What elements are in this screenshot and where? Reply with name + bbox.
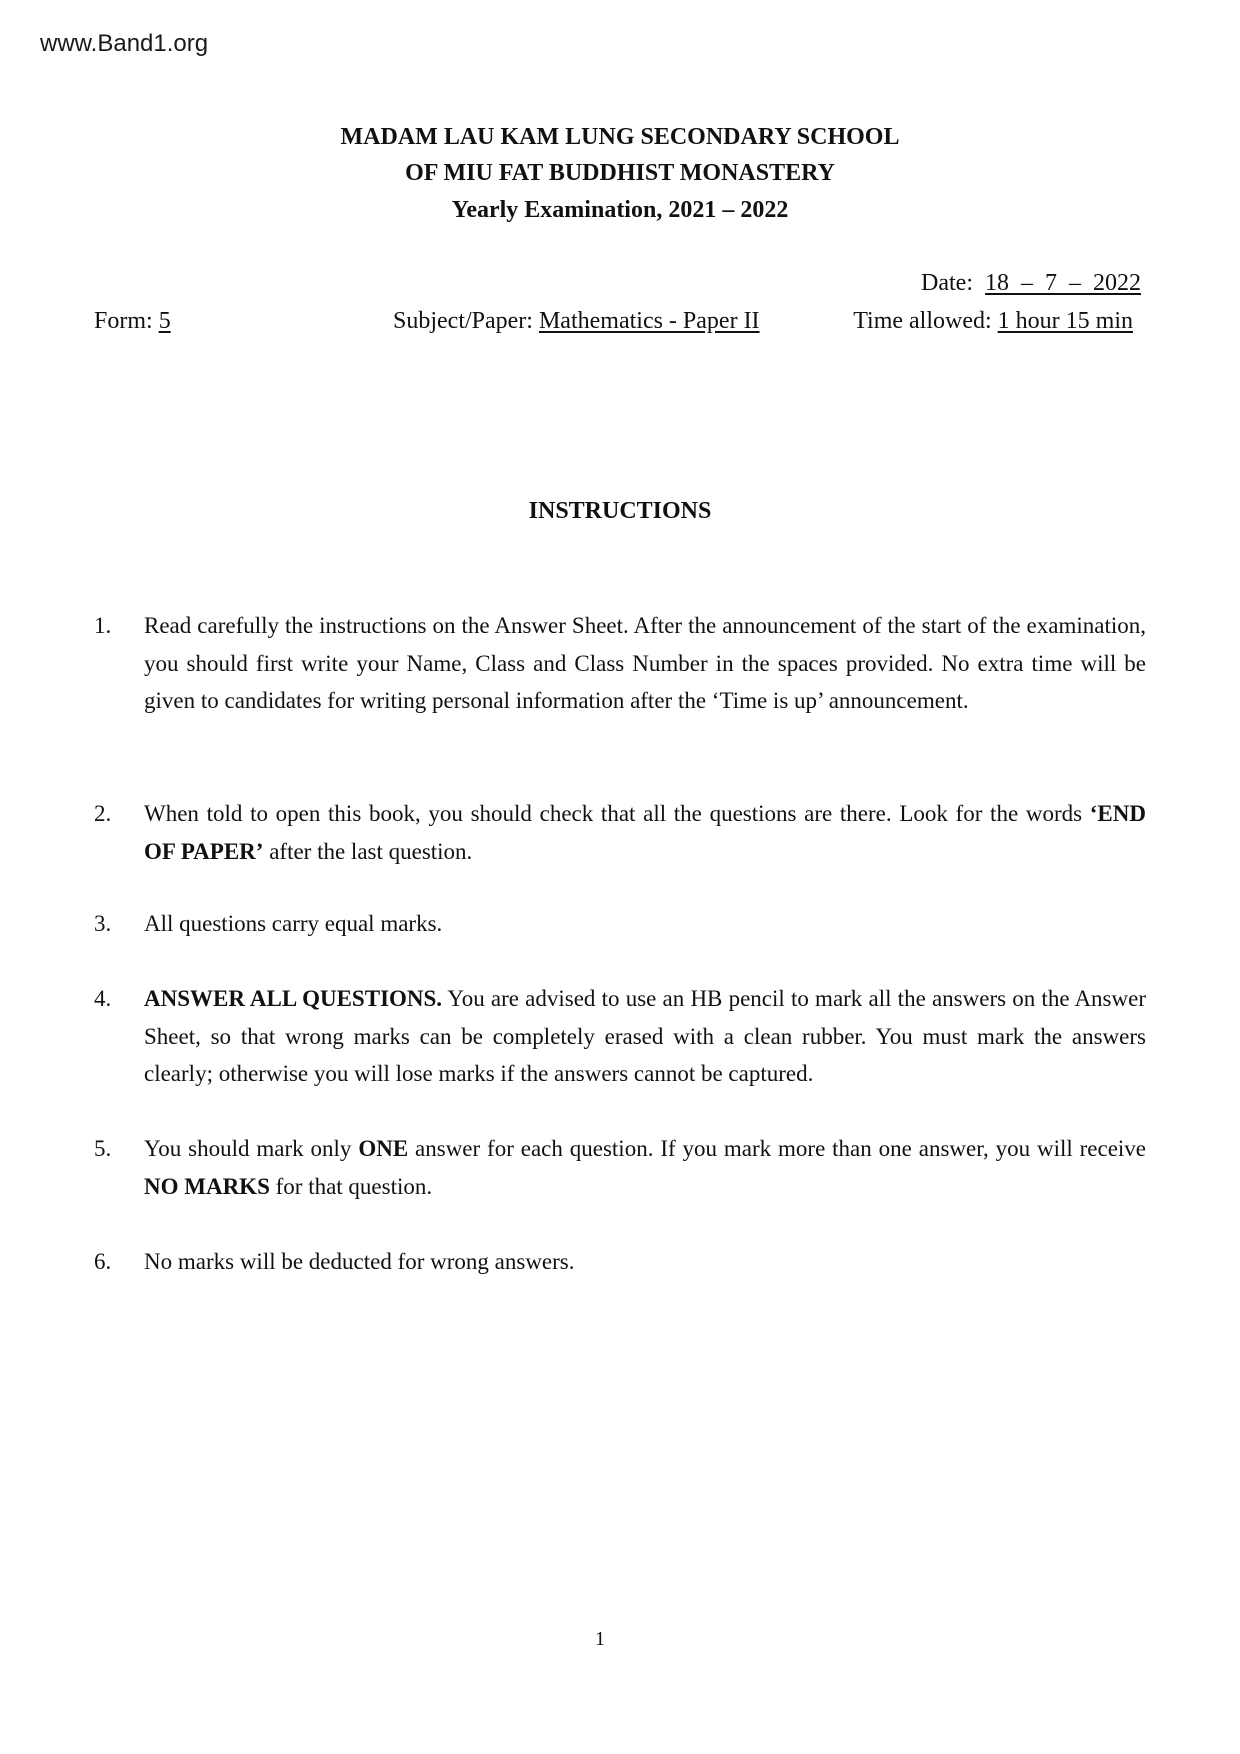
- school-name-line1: MADAM LAU KAM LUNG SECONDARY SCHOOL: [340, 124, 900, 150]
- instruction-emphasis: ‘END OF PAPER’: [144, 801, 1146, 864]
- instruction-text: [144, 1130, 1146, 1205]
- instruction-text: [144, 795, 1146, 870]
- watermark-site: www.Band1.org: [40, 30, 209, 57]
- instruction-number: 3.: [94, 911, 112, 936]
- form-value: 5: [158, 308, 171, 334]
- instruction-text-part: All questions carry equal marks.: [144, 911, 443, 936]
- instruction-item: [94, 795, 1146, 870]
- instruction-text-part: You should mark only: [144, 1136, 359, 1161]
- instruction-text-part: for that question.: [269, 1173, 433, 1199]
- subject-label: Subject/Paper:: [393, 308, 533, 334]
- instruction-text: [144, 607, 1146, 720]
- date-value: 18 – 7 – 2022: [985, 270, 1141, 296]
- instruction-item: [94, 1243, 1146, 1281]
- instruction-number: 5.: [94, 1136, 112, 1161]
- instruction-text: [144, 905, 1146, 943]
- instruction-emphasis: ONE: [358, 1136, 409, 1161]
- instruction-text-part: No marks will be deducted for wrong answers.: [144, 1249, 575, 1274]
- form-label: Form:: [94, 308, 153, 334]
- instruction-text-part: answer for each question. If you mark more than one answer, you will receive: [408, 1136, 1146, 1161]
- time-label: Time allowed:: [853, 308, 992, 334]
- form-field: [94, 308, 171, 335]
- instructions-title: INSTRUCTIONS: [528, 498, 712, 524]
- instruction-text-part: Read carefully the instructions on the Answer Sheet. After the announcement of the start of the examination, you should first write your Name, Class and Class Number in the spaces provided. No extra time will be given to candidates for writing personal information after the ‘Time is up’ announcement.: [144, 613, 1146, 713]
- instruction-text-part: You are advised to use an HB pencil to mark all the answers on the Answer Sheet, so that wrong marks can be completely erased with a clean rubber. You must mark the answers clearly; otherwise you will lose marks if the answers cannot be captured.: [144, 986, 1146, 1086]
- instruction-item: [94, 905, 1146, 943]
- subject-value: Mathematics - Paper II: [538, 308, 760, 334]
- page-number: 1: [595, 1628, 605, 1650]
- exam-title: Yearly Examination, 2021 – 2022: [451, 197, 789, 223]
- date-field: [921, 270, 1141, 297]
- instruction-number: 2.: [94, 801, 112, 826]
- instruction-emphasis: ANSWER ALL QUESTIONS.: [144, 986, 443, 1011]
- instruction-text-part: after the last question.: [263, 838, 473, 864]
- instruction-number: 4.: [94, 986, 112, 1011]
- instruction-number: 1.: [94, 613, 112, 638]
- instruction-text: [144, 1243, 1146, 1281]
- date-label: Date:: [921, 270, 973, 296]
- time-allowed-field: [853, 308, 1133, 335]
- time-value: 1 hour 15 min: [997, 308, 1133, 334]
- instruction-item: [94, 607, 1146, 720]
- instruction-text: [144, 980, 1146, 1093]
- instruction-item: [94, 980, 1146, 1093]
- subject-field: [393, 308, 760, 335]
- school-name-line2: OF MIU FAT BUDDHIST MONASTERY: [405, 160, 835, 186]
- instruction-emphasis: NO MARKS: [144, 1173, 270, 1199]
- instruction-number: 6.: [94, 1249, 112, 1274]
- instruction-item: [94, 1130, 1146, 1205]
- instruction-text-part: When told to open this book, you should check that all the questions are there. Look for the words: [144, 801, 1090, 826]
